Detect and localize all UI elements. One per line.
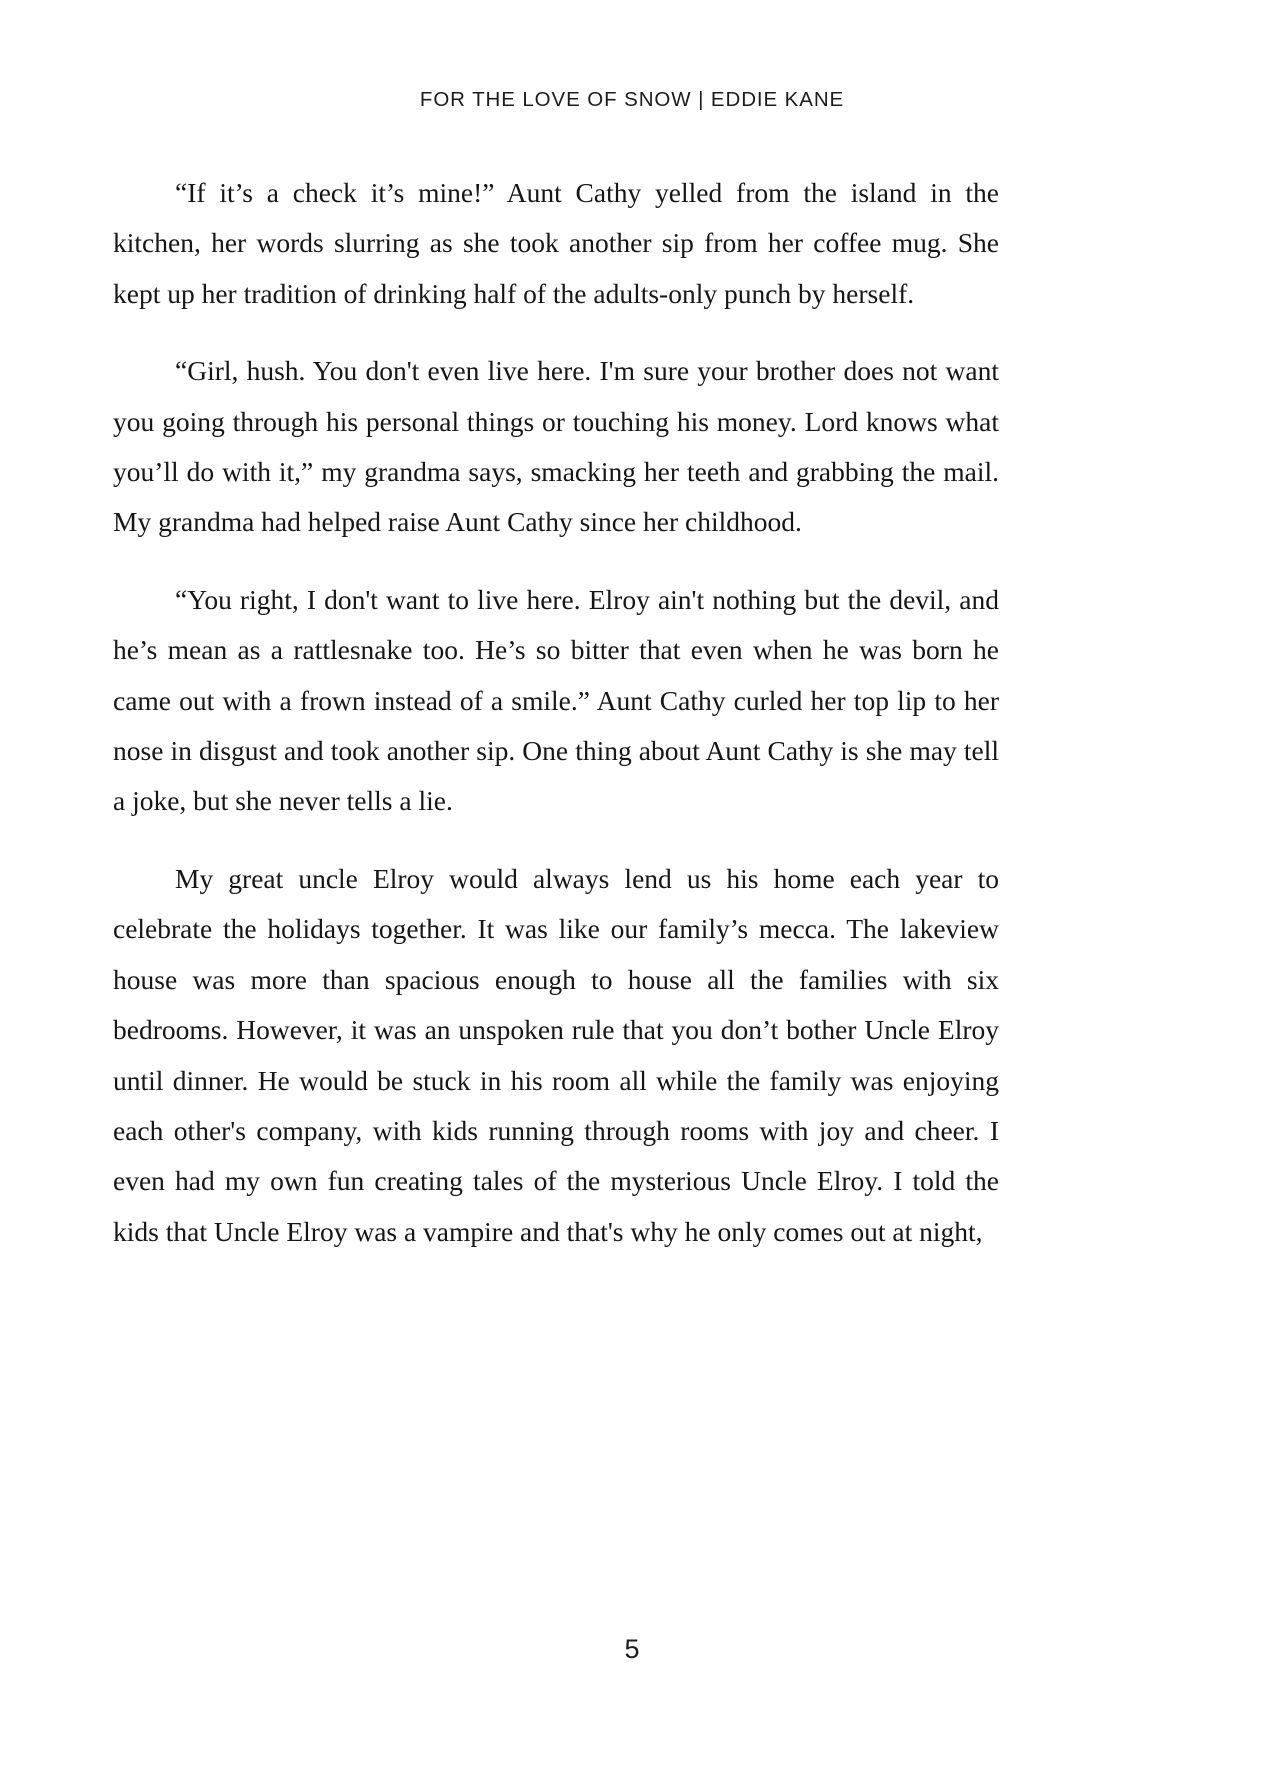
- page-number: 5: [624, 1634, 640, 1664]
- running-header: FOR THE LOVE OF SNOW | EDDIE KANE: [419, 88, 845, 111]
- paragraph: “Girl, hush. You don't even live here. I'm sure your brother does not want you going through his personal things or touching his money. Lord knows what you’ll do with it,” my grandma says, smacking her teeth and grabbing the mail. My grandma had helped raise Aunt Cathy since her childhood.: [113, 355, 999, 538]
- paragraph: “If it’s a check it’s mine!” Aunt Cathy yelled from the island in the kitchen, her words slurring as she took another sip from her coffee mug. She kept up her tradition of drinking half of the adults-only punch by herself.: [113, 177, 999, 309]
- body-text-block: [113, 168, 999, 1257]
- paragraph: My great uncle Elroy would always lend us his home each year to celebrate the holidays together. It was like our family’s mecca. The lakeview house was more than spacious enough to house all the families with six bedrooms. However, it was an unspoken rule that you don’t bother Uncle Elroy until dinner. He would be stuck in his room all while the family was enjoying each other's company, with kids running through rooms with joy and cheer. I even had my own fun creating tales of the mysterious Uncle Elroy. I told the kids that Uncle Elroy was a vampire and that's why he only comes out at night,: [113, 862, 999, 1247]
- paragraph: “You right, I don't want to live here. Elroy ain't nothing but the devil, and he’s mean as a rattlesnake too. He’s so bitter that even when he was born he came out with a frown instead of a smile.” Aunt Cathy curled her top lip to her nose in disgust and took another sip. One thing about Aunt Cathy is she may tell a joke, but she never tells a lie.: [113, 583, 999, 817]
